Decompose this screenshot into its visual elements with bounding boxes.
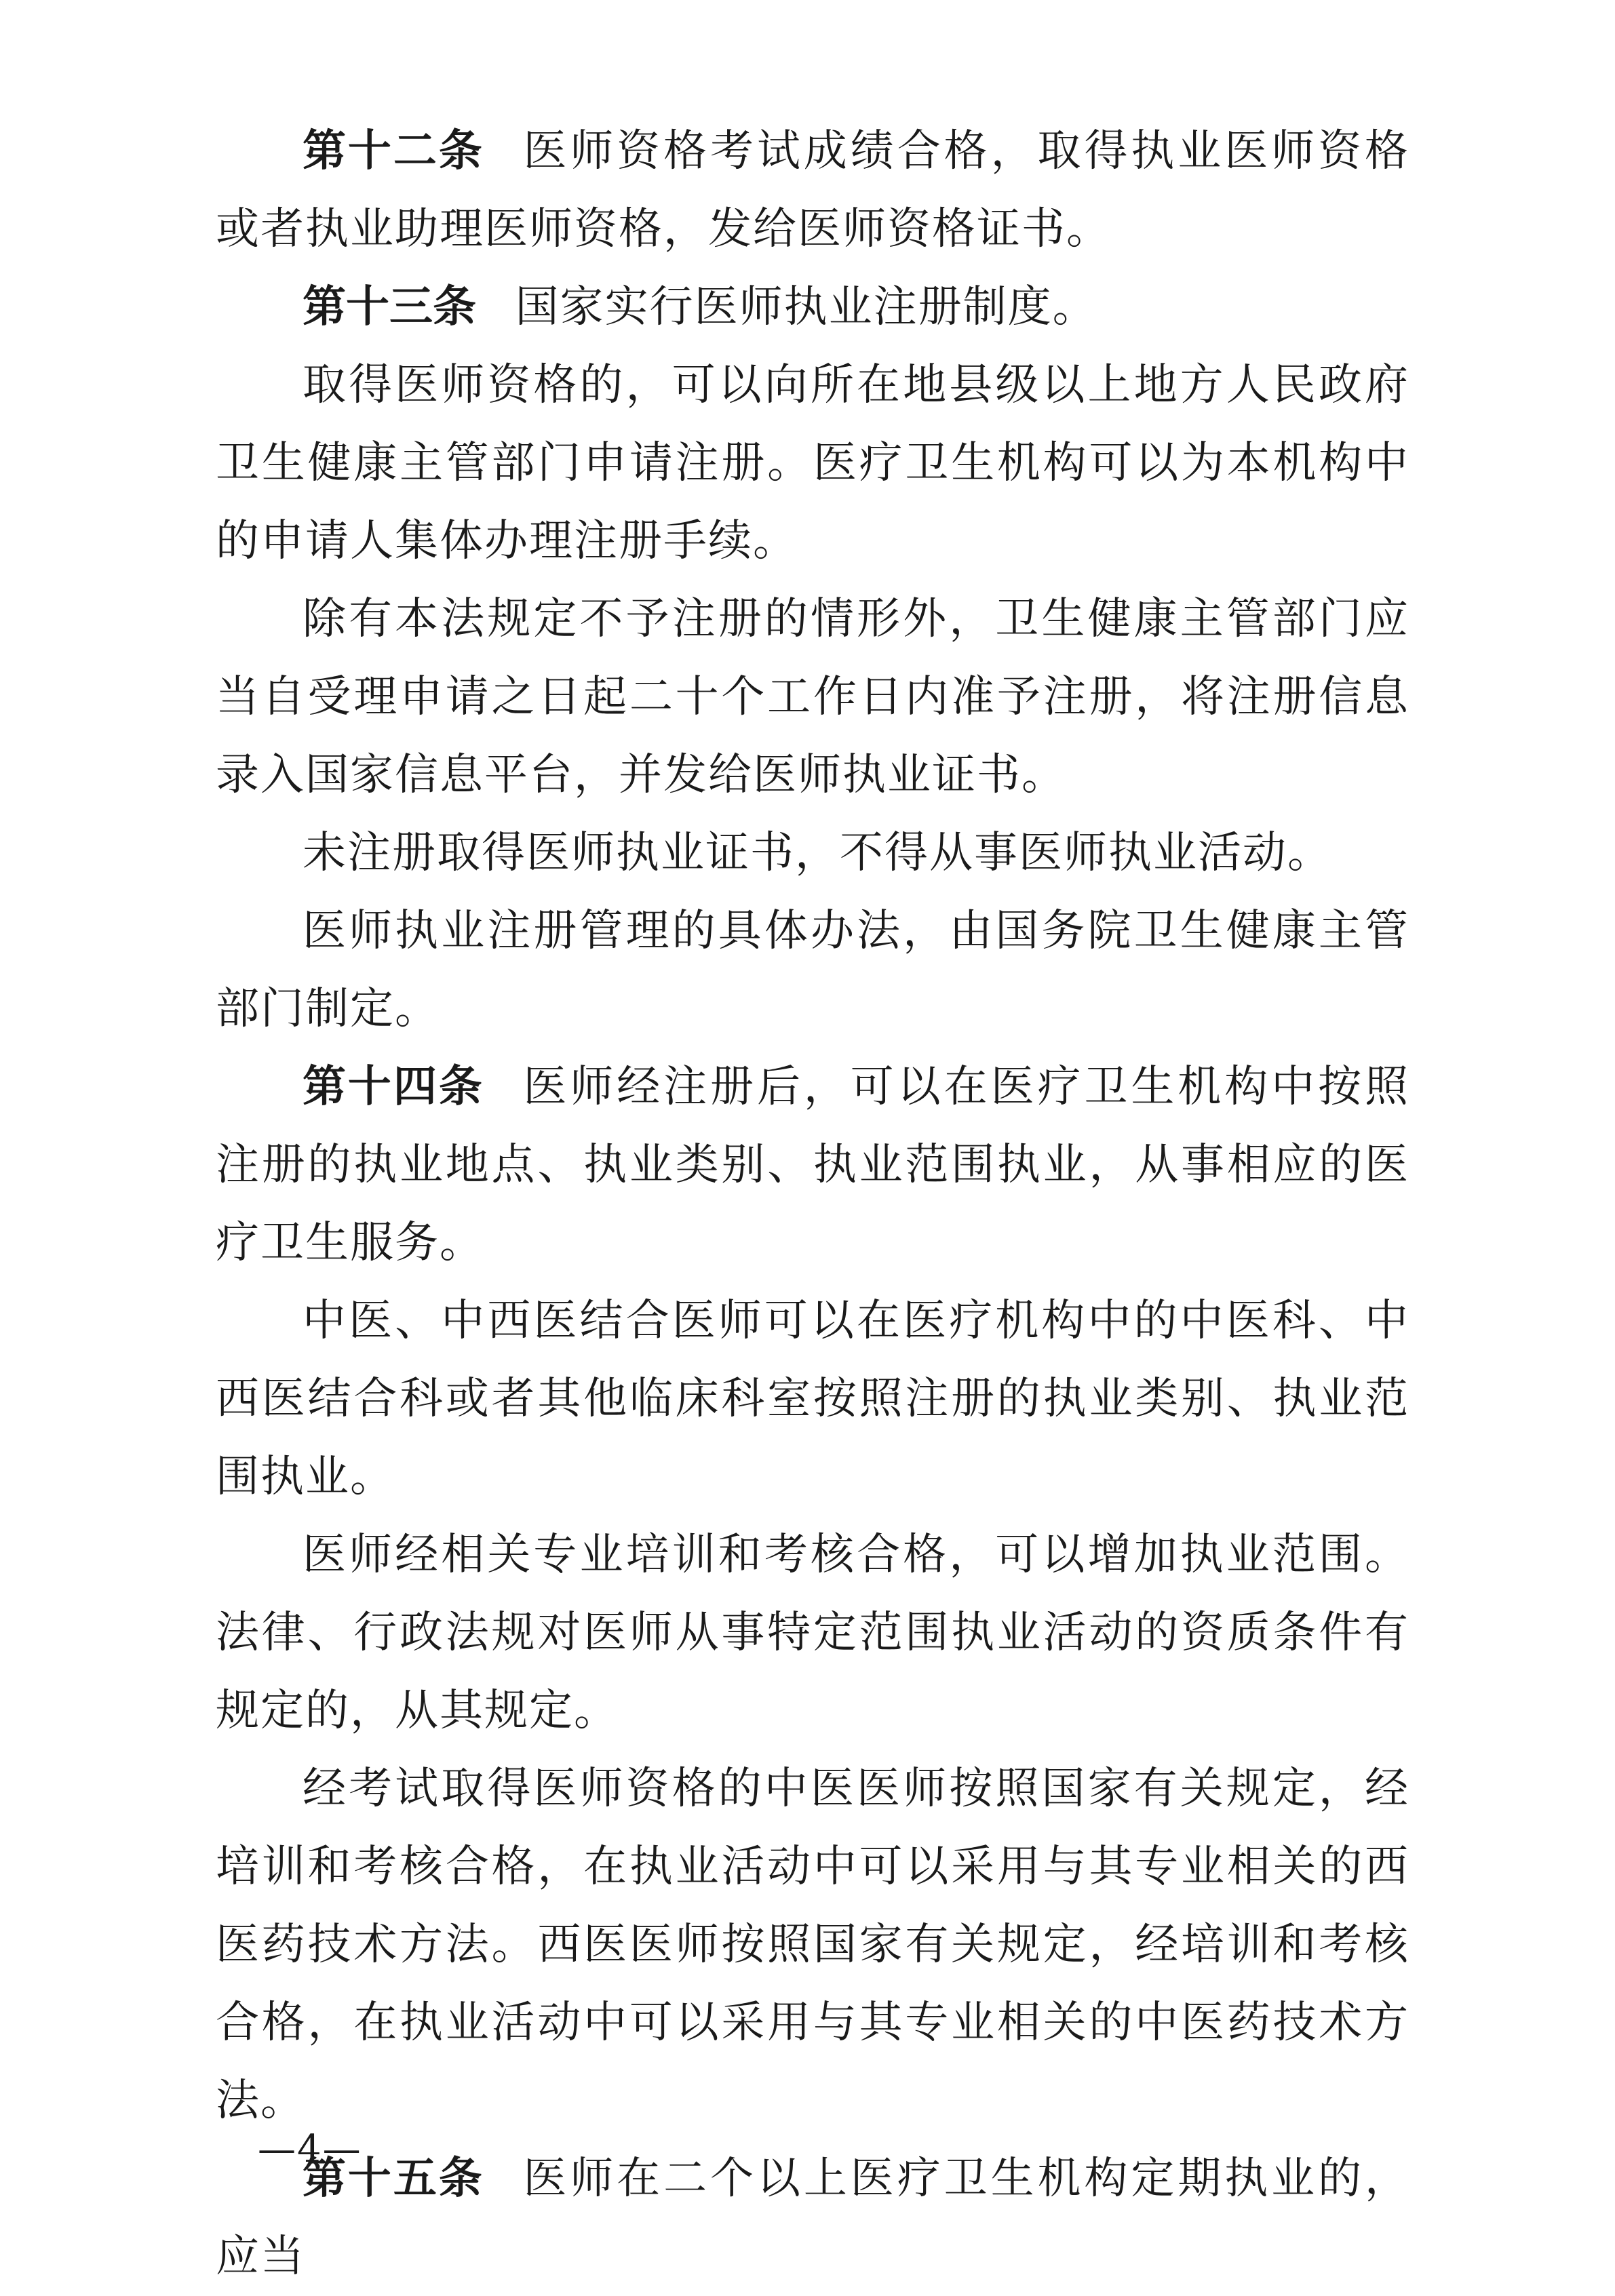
document-body: [216, 113, 1409, 2296]
article-label: 第十四条: [303, 1062, 484, 1112]
article-label: 第十二条: [303, 126, 484, 176]
paragraph-text: 医师经注册后，可以在医疗卫生机构中按照注册的执业地点、执业类别、执业范围执业，从事相应的医疗卫生服务。: [216, 1062, 1410, 1268]
paragraph: [216, 580, 1409, 814]
paragraph: [216, 347, 1409, 580]
paragraph-text: 国家实行医师执业注册制度。: [515, 282, 1097, 332]
paragraph-text: 未注册取得医师执业证书，不得从事医师执业活动。: [303, 828, 1332, 878]
paragraph-text: 医师经相关专业培训和考核合格，可以增加执业范围。法律、行政法规对医师从事特定范围执业活动的资质条件有规定的，从其规定。: [216, 1530, 1409, 1736]
article-label: 第十五条: [303, 2154, 484, 2204]
article-label: 第十三条: [303, 282, 476, 332]
paragraph: [216, 892, 1409, 1048]
article-14-paragraph: [216, 1048, 1409, 1282]
paragraph-text: 经考试取得医师资格的中医医师按照国家有关规定，经培训和考核合格，在执业活动中可以采用与其专业相关的西医药技术方法。西医医师按照国家有关规定，经培训和考核合格，在执业活动中可以采用与其专业相关的中医药技术方法。: [216, 1764, 1409, 2126]
article-13-paragraph: [216, 269, 1409, 347]
page-number: —4—: [258, 2127, 362, 2171]
paragraph: [216, 1282, 1409, 1516]
article-15-paragraph: [216, 2140, 1409, 2296]
paragraph-text: 中医、中西医结合医师可以在医疗机构中的中医科、中西医结合科或者其他临床科室按照注册的执业类别、执业范围执业。: [216, 1296, 1409, 1502]
paragraph: [216, 1750, 1409, 2140]
paragraph-text: 医师执业注册管理的具体办法，由国务院卫生健康主管部门制定。: [216, 906, 1409, 1034]
paragraph: [216, 1516, 1409, 1750]
paragraph: [216, 814, 1409, 892]
paragraph-text: 取得医师资格的，可以向所在地县级以上地方人民政府卫生健康主管部门申请注册。医疗卫生机构可以为本机构中的申请人集体办理注册手续。: [216, 360, 1409, 566]
paragraph-text: 医师在二个以上医疗卫生机构定期执业的，应当: [216, 2154, 1410, 2282]
paragraph-text: 除有本法规定不予注册的情形外，卫生健康主管部门应当自受理申请之日起二十个工作日内准予注册，将注册信息录入国家信息平台，并发给医师执业证书。: [216, 594, 1409, 800]
paragraph-text: 医师资格考试成绩合格，取得执业医师资格或者执业助理医师资格，发给医师资格证书。: [216, 126, 1410, 254]
article-12-paragraph: [216, 113, 1409, 269]
